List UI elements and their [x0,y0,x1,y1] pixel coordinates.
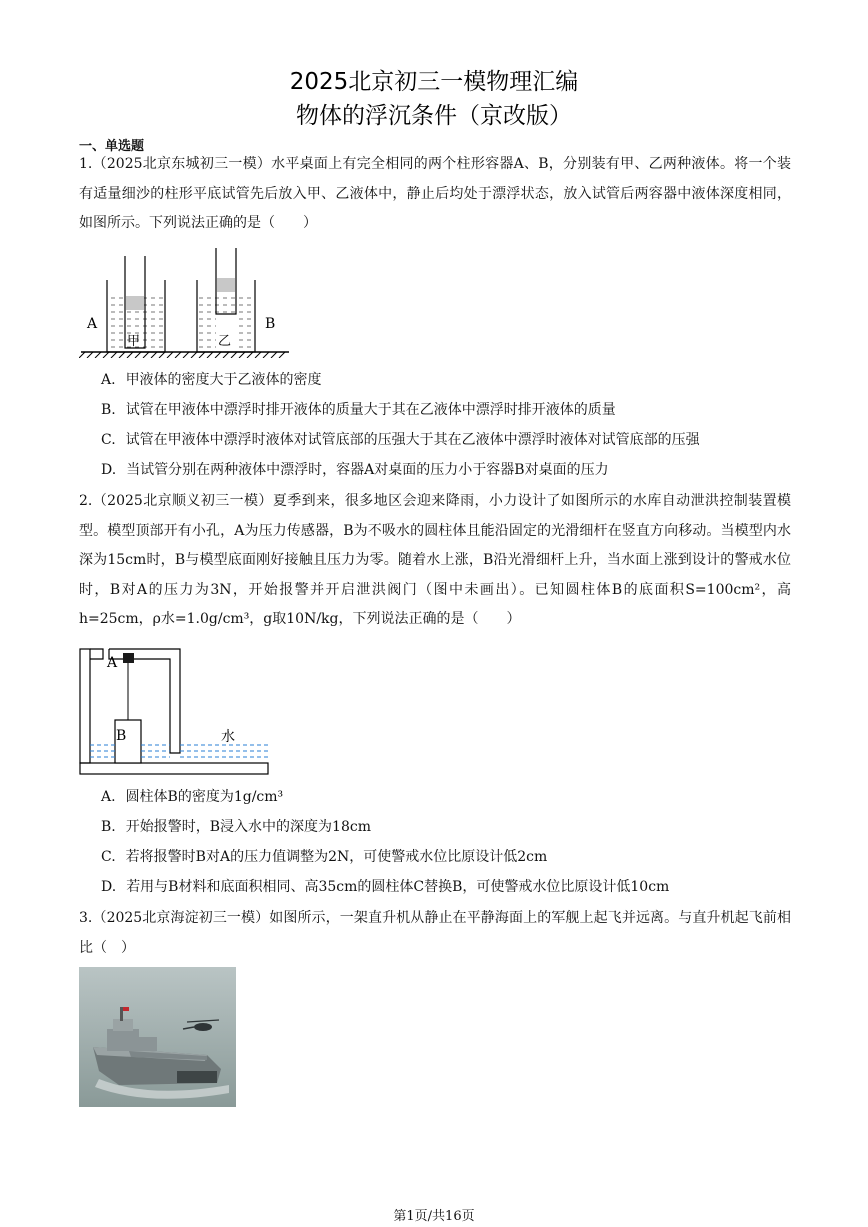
question-2-figure [79,644,271,776]
sensor-a-label: A [107,655,118,671]
question-1-text: 1.（2025北京东城初三一模）水平桌面上有完全相同的两个柱形容器A、B，分别装有甲、乙两种液体。将一个装有适量细沙的柱形平底试管先后放入甲、乙液体中，静止后均处于漂浮状态，放入试管后两容器中液体深度相同，如图所示。下列说法正确的是（ ） [79,156,791,231]
document-subtitle: 物体的浮沉条件（京改版） [296,103,572,129]
question-2-option-b: B. 开始报警时，B浸入水中的深度为18cm [101,819,371,835]
question-1-figure [79,246,291,358]
section-heading: 一、单选题 [79,139,145,154]
warship-photo [79,967,236,1107]
question-2-option-a: A. 圆柱体B的密度为1g/cm³ [101,789,284,805]
question-3-text: 3.（2025北京海淀初三一模）如图所示，一架直升机从静止在平静海面上的军舰上起飞并远离。与直升机起飞前相比（ ） [79,910,791,956]
question-1-option-d: D. 当试管分别在两种液体中漂浮时，容器A对桌面的压力小于容器B对桌面的压力 [101,462,609,478]
container-a-label: A [87,316,98,332]
cylinder-b-label: B [116,728,127,744]
question-2-text: 2.（2025北京顺义初三一模）夏季到来，很多地区会迎来降雨，小力设计了如图所示的水库自动泄洪控制装置模型。模型顶部开有小孔，A为压力传感器，B为不吸水的圆柱体且能沿固定的光滑细杆在竖直方向移动。当模型内水深为15cm时，B与模型底面刚好接触且压力为零。随着水上涨，B沿光滑细杆上升，当水面上涨到设计的警戒水位时，B对A的压力为3N，开始报警并开启泄洪阀门（图中未画出）。已知圆柱体B的底面积S=100cm²，高h=25cm，ρ水=1.0g/cm³，g取10N/kg，下列说法正确的是（ ） [79,493,791,627]
question-2-option-d: D. 若用与B材料和底面积相同、高35cm的圆柱体C替换B，可使警戒水位比原设计低10cm [101,879,670,895]
question-1-option-a: A. 甲液体的密度大于乙液体的密度 [101,372,322,388]
document-title: 2025北京初三一模物理汇编 [289,69,579,95]
water-label: 水 [221,729,235,745]
page-footer: 第1页/共16页 [393,1209,475,1224]
liquid-jia-label: 甲 [127,334,141,349]
liquid-yi-label: 乙 [218,334,232,349]
container-b-label: B [265,316,276,332]
question-1-option-c: C. 试管在甲液体中漂浮时液体对试管底部的压强大于其在乙液体中漂浮时液体对试管底部的压强 [101,432,700,448]
question-2-option-c: C. 若将报警时B对A的压力值调整为2N，可使警戒水位比原设计低2cm [101,849,548,865]
question-1-option-b: B. 试管在甲液体中漂浮时排开液体的质量大于其在乙液体中漂浮时排开液体的质量 [101,402,616,418]
